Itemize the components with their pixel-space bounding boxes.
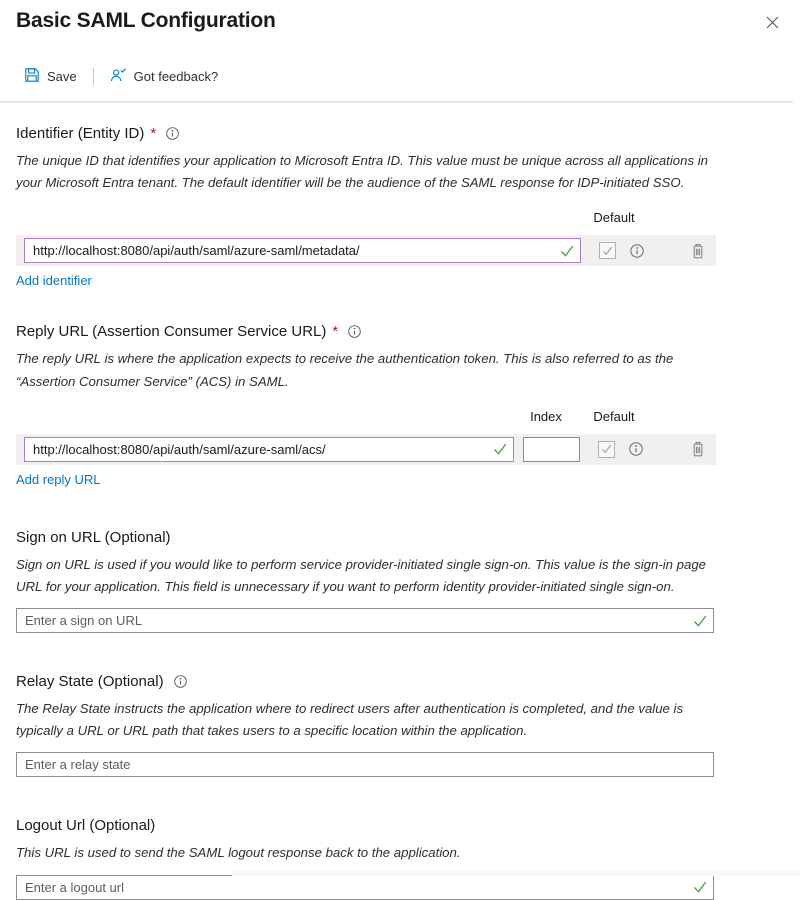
identifier-url-input[interactable] bbox=[24, 238, 581, 263]
toolbar-divider bbox=[93, 68, 94, 85]
signon-input-wrap bbox=[16, 608, 714, 633]
info-icon bbox=[628, 445, 644, 460]
reply-info-button[interactable] bbox=[347, 324, 362, 339]
section-logout-url bbox=[16, 817, 784, 899]
identifier-info-button[interactable] bbox=[165, 126, 180, 141]
section-identifier-title: Identifier (Entity ID) bbox=[16, 125, 145, 142]
bottom-content-shadow bbox=[232, 870, 800, 876]
relay-input-wrap bbox=[16, 752, 714, 777]
panel-header bbox=[0, 0, 800, 34]
identifier-input-wrap bbox=[24, 238, 581, 263]
reply-default-checkbox[interactable] bbox=[598, 441, 615, 458]
trash-icon bbox=[691, 445, 705, 460]
identifier-row-info-button[interactable] bbox=[629, 243, 645, 259]
logout-input-wrap bbox=[16, 875, 714, 900]
add-reply-url-link[interactable]: Add reply URL bbox=[16, 471, 101, 487]
sign-on-url-input[interactable] bbox=[16, 608, 714, 633]
section-logout-title: Logout Url (Optional) bbox=[16, 817, 156, 835]
identifier-delete-button[interactable] bbox=[691, 243, 705, 259]
checkbox-check-icon bbox=[601, 444, 612, 454]
reply-url-input[interactable] bbox=[24, 437, 514, 462]
reply-index-input[interactable] bbox=[523, 437, 580, 462]
identifier-default-checkbox[interactable] bbox=[599, 242, 616, 259]
identifier-row bbox=[16, 235, 716, 266]
info-icon bbox=[165, 129, 180, 144]
page-title: Basic SAML Configuration bbox=[16, 9, 276, 32]
section-identifier bbox=[16, 125, 784, 290]
trash-icon bbox=[691, 247, 705, 262]
valid-check-icon bbox=[693, 614, 707, 627]
reply-input-wrap bbox=[24, 437, 514, 462]
section-identifier-description: The unique ID that identifies your application to Microsoft Entra ID. This value must be unique across all applications in your Microsoft Entra tenant. The default identifier will be the audience of the SAML response for IDP-initiated SSO. bbox=[16, 153, 708, 191]
identifier-column-labels bbox=[16, 210, 784, 226]
section-logout-heading bbox=[16, 817, 784, 834]
header-rule bbox=[0, 101, 793, 103]
default-column-header: Default bbox=[593, 408, 635, 424]
command-bar bbox=[24, 61, 800, 91]
section-reply-heading bbox=[16, 323, 784, 340]
section-signon-heading bbox=[16, 529, 784, 546]
section-relay-title: Relay State (Optional) bbox=[16, 673, 164, 691]
section-reply-title: Reply URL (Assertion Consumer Service URL) bbox=[16, 323, 327, 341]
info-icon bbox=[173, 677, 188, 692]
section-relay-heading bbox=[16, 673, 784, 690]
section-relay-description: The Relay State instructs the application where to redirect users after authentication is completed, and the value is typically a URL or URL path that takes users to a specific location within the application. bbox=[16, 701, 684, 739]
section-logout-description: This URL is used to send the SAML logout response back to the application. bbox=[16, 845, 461, 861]
info-icon bbox=[629, 247, 645, 262]
valid-check-icon bbox=[493, 443, 507, 456]
valid-check-icon bbox=[560, 244, 574, 257]
relay-info-button[interactable] bbox=[173, 674, 188, 689]
save-label: Save bbox=[47, 68, 77, 84]
section-signon-title: Sign on URL (Optional) bbox=[16, 528, 171, 546]
reply-row-info-button[interactable] bbox=[628, 441, 644, 457]
feedback-button[interactable] bbox=[110, 67, 219, 86]
logout-url-input[interactable] bbox=[16, 875, 714, 900]
section-relay-state bbox=[16, 673, 784, 777]
default-column-header: Default bbox=[593, 210, 635, 226]
feedback-icon bbox=[110, 67, 127, 86]
add-identifier-link[interactable]: Add identifier bbox=[16, 273, 92, 289]
section-sign-on-url bbox=[16, 529, 784, 633]
save-icon bbox=[24, 67, 40, 86]
info-icon bbox=[347, 327, 362, 342]
checkbox-check-icon bbox=[602, 246, 613, 256]
close-button[interactable] bbox=[761, 11, 784, 34]
required-marker: * bbox=[332, 323, 339, 341]
section-reply-description: The reply URL is where the application expects to receive the authentication token. This is also referred to as the “Assertion Consumer Service” (ACS) in SAML. bbox=[16, 351, 674, 389]
close-icon bbox=[765, 18, 780, 33]
section-signon-description: Sign on URL is used if you would like to perform service provider-initiated single sign-on. This value is the sign-in page URL for your application. This field is unnecessary if you want to perform identity provider-initiated single sign-on. bbox=[16, 556, 707, 594]
feedback-label: Got feedback? bbox=[133, 68, 219, 84]
panel-content bbox=[0, 125, 800, 900]
section-reply-url bbox=[16, 323, 784, 488]
reply-row bbox=[16, 434, 716, 465]
required-marker: * bbox=[150, 125, 157, 142]
section-identifier-heading bbox=[16, 125, 784, 142]
index-column-header: Index bbox=[530, 408, 562, 424]
valid-check-icon bbox=[693, 881, 707, 894]
relay-state-input[interactable] bbox=[16, 752, 714, 777]
reply-delete-button[interactable] bbox=[691, 441, 705, 457]
save-button[interactable] bbox=[24, 67, 77, 86]
reply-column-labels bbox=[16, 409, 784, 425]
